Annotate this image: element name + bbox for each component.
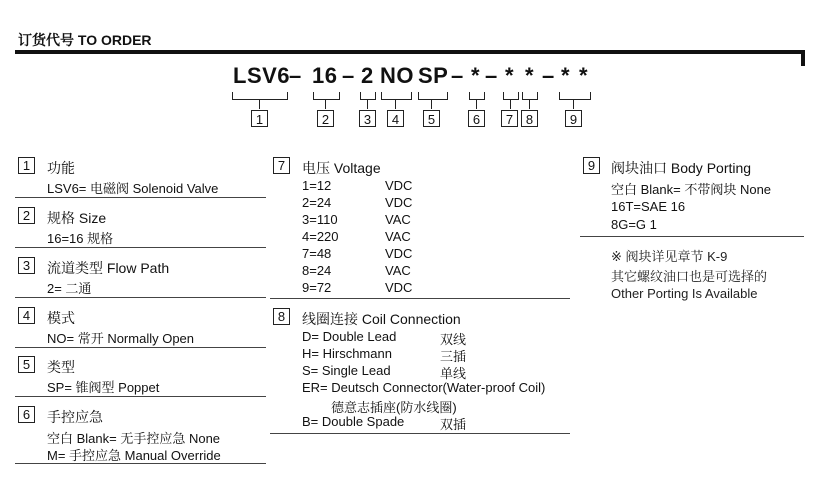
stem-9 [573, 99, 574, 109]
code-part-porting-3: * [579, 63, 589, 88]
voltage-unit-7: VDC [385, 280, 413, 295]
code-part-voltage: * [471, 63, 481, 88]
section-9-number: 9 [583, 157, 600, 174]
section-1-title: 功能 [47, 160, 75, 176]
coil-code-5: 德意志插座(防水线圈) [331, 400, 457, 415]
voltage-unit-1: VDC [385, 178, 413, 193]
section-6-number: 6 [18, 406, 35, 423]
coil-cn-3: 单线 [440, 366, 467, 381]
section-2-title: 规格 Size [47, 210, 107, 226]
section-6-title: 手控应急 [47, 409, 103, 425]
voltage-code-1: 1=12 [302, 178, 332, 193]
bracket-3 [360, 92, 376, 100]
code-part-lsv6: LSV6 [233, 63, 291, 88]
index-box-1: 1 [251, 110, 268, 127]
section-7-title: 电压 Voltage [302, 160, 381, 176]
index-box-6: 6 [468, 110, 485, 127]
section-5-rule [15, 396, 266, 397]
coil-cn-6: 双插 [440, 417, 467, 432]
stem-8 [529, 99, 530, 109]
bracket-2 [313, 92, 340, 100]
section-4-number: 4 [18, 307, 35, 324]
stem-4 [395, 99, 396, 109]
voltage-code-5: 7=48 [302, 246, 332, 261]
coil-cn-1: 双线 [440, 332, 467, 347]
section-2-line-1: 16=16 规格 [47, 231, 114, 246]
bracket-5 [418, 92, 448, 100]
section-9-rule [580, 236, 804, 237]
section-7-rule [270, 298, 570, 299]
section-5-title: 类型 [47, 359, 75, 375]
code-dash-5: – [542, 63, 555, 88]
section-9-title: 阀块油口 Body Porting [611, 160, 752, 176]
index-box-8: 8 [521, 110, 538, 127]
code-part-16: 16 [312, 63, 338, 88]
code-part-2: 2 [361, 63, 374, 88]
code-part-coil: * [505, 63, 515, 88]
stem-3 [367, 99, 368, 109]
bracket-6 [469, 92, 485, 100]
voltage-unit-3: VAC [385, 212, 411, 227]
section-1-line-1: LSV6= 电磁阀 Solenoid Valve [47, 181, 219, 196]
bracket-8 [522, 92, 538, 100]
voltage-code-2: 2=24 [302, 195, 332, 210]
section-9-note-1: ※ 阀块详见章节 K-9 [611, 249, 728, 264]
code-part-no: NO [380, 63, 414, 88]
stem-5 [431, 99, 432, 109]
section-8-rule [270, 433, 570, 434]
section-9-line-3: 8G=G 1 [611, 217, 657, 232]
stem-6 [476, 99, 477, 109]
voltage-unit-5: VDC [385, 246, 413, 261]
code-dash-4: – [485, 63, 498, 88]
code-part-porting-2: * [561, 63, 571, 88]
section-8-number: 8 [273, 308, 290, 325]
index-box-2: 2 [317, 110, 334, 127]
section-4-rule [15, 347, 266, 348]
stem-1 [259, 99, 260, 109]
section-6-line-2: M= 手控应急 Manual Override [47, 448, 221, 463]
code-part-sp: SP [418, 63, 449, 88]
code-dash-1: – [289, 63, 302, 88]
section-5-line-1: SP= 锥阀型 Poppet [47, 380, 160, 395]
section-7-number: 7 [273, 157, 290, 174]
coil-code-3: S= Single Lead [302, 363, 391, 378]
code-part-porting-1: * [525, 63, 535, 88]
section-6-rule [15, 463, 266, 464]
section-2-number: 2 [18, 207, 35, 224]
voltage-unit-4: VAC [385, 229, 411, 244]
section-4-line-1: NO= 常开 Normally Open [47, 331, 195, 346]
coil-cn-2: 三插 [440, 349, 467, 364]
section-9-line-2: 16T=SAE 16 [611, 199, 686, 214]
section-3-rule [15, 297, 266, 298]
bracket-9 [559, 92, 591, 100]
index-box-9: 9 [565, 110, 582, 127]
voltage-unit-2: VDC [385, 195, 413, 210]
voltage-code-7: 9=72 [302, 280, 332, 295]
section-1-rule [15, 197, 266, 198]
section-3-line-1: 2= 二通 [47, 281, 92, 296]
header-rule [15, 50, 805, 54]
coil-code-4: ER= Deutsch Connector(Water-proof Coil) [302, 380, 546, 395]
coil-code-6: B= Double Spade [302, 414, 405, 429]
index-box-5: 5 [423, 110, 440, 127]
voltage-code-3: 3=110 [302, 212, 338, 227]
section-8-title: 线圈连接 Coil Connection [302, 311, 461, 327]
section-9-line-1: 空白 Blank= 不带阀块 None [611, 182, 772, 197]
bracket-1 [232, 92, 288, 100]
section-9-note-2: 其它螺纹油口也是可选择的 [611, 269, 768, 284]
section-5-number: 5 [18, 356, 35, 373]
section-9-note-3: Other Porting Is Available [611, 286, 758, 301]
header-rule-cap [801, 50, 805, 66]
bracket-4 [381, 92, 412, 100]
section-6-line-1: 空白 Blank= 无手控应急 None [47, 431, 221, 446]
code-dash-3: – [451, 63, 464, 88]
index-box-7: 7 [501, 110, 518, 127]
code-dash-2: – [342, 63, 355, 88]
voltage-unit-6: VAC [385, 263, 411, 278]
coil-code-2: H= Hirschmann [302, 346, 392, 361]
section-4-title: 模式 [47, 310, 75, 326]
stem-7 [510, 99, 511, 109]
bracket-7 [503, 92, 519, 100]
section-3-title: 流道类型 Flow Path [47, 260, 170, 276]
stem-2 [325, 99, 326, 109]
index-box-3: 3 [359, 110, 376, 127]
section-1-number: 1 [18, 157, 35, 174]
coil-code-1: D= Double Lead [302, 329, 397, 344]
section-3-number: 3 [18, 257, 35, 274]
index-box-4: 4 [387, 110, 404, 127]
page-title: 订货代号 TO ORDER [18, 32, 152, 48]
voltage-code-4: 4=220 [302, 229, 339, 244]
voltage-code-6: 8=24 [302, 263, 332, 278]
section-2-rule [15, 247, 266, 248]
